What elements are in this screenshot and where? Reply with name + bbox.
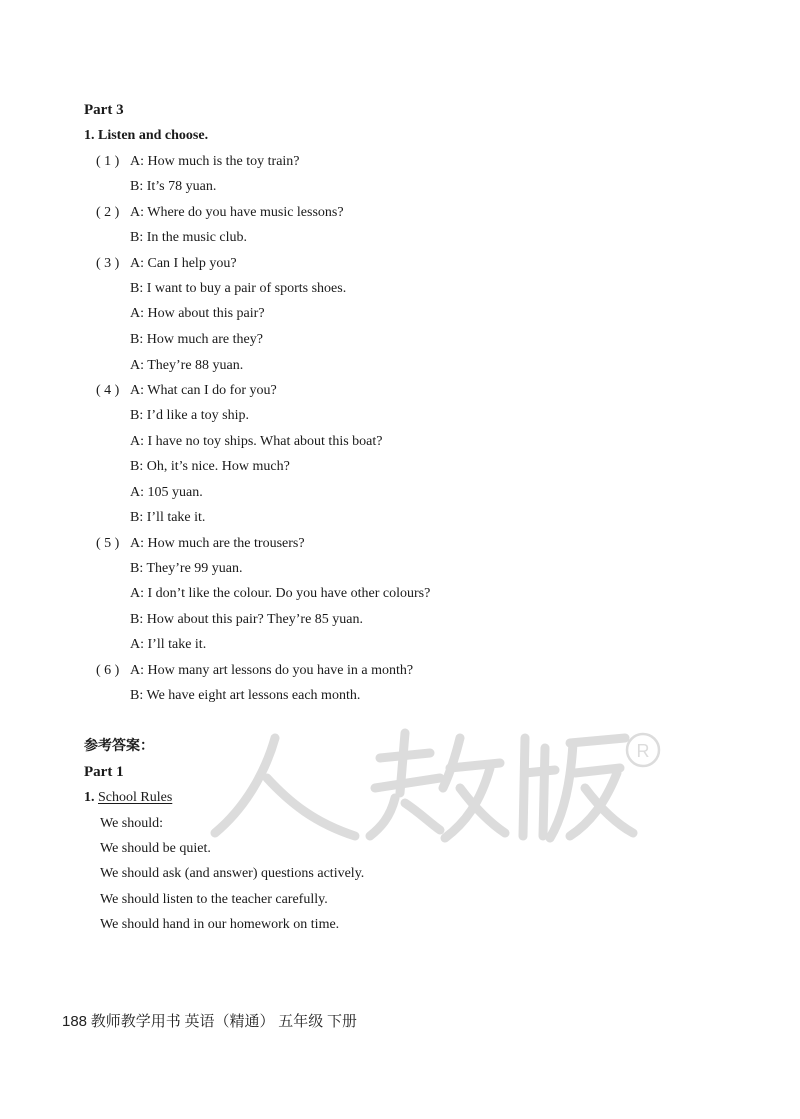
dialogue-line: B: How much are they? xyxy=(130,332,263,347)
answer-line: We should be quiet. xyxy=(100,841,211,856)
answer-line: We should hand in our homework on time. xyxy=(100,917,340,932)
page-footer xyxy=(62,1014,357,1030)
dialogue-line: A: They’re 88 yuan. xyxy=(130,358,244,373)
item-number: ( 5 ) xyxy=(96,536,120,551)
item-number: ( 4 ) xyxy=(96,383,120,398)
answers-task-title xyxy=(84,791,172,805)
item-number: ( 3 ) xyxy=(96,256,120,271)
dialogue-line: B: We have eight art lessons each month. xyxy=(130,688,361,703)
item-number: ( 2 ) xyxy=(96,205,120,220)
dialogue-line: A: What can I do for you? xyxy=(130,383,277,398)
dialogue-line: A: How about this pair? xyxy=(130,306,265,321)
dialogue-line: A: Where do you have music lessons? xyxy=(130,205,344,220)
answer-line: We should: xyxy=(100,816,164,831)
dialogue-line: B: Oh, it’s nice. How much? xyxy=(130,459,290,474)
answers-part-heading: Part 1 xyxy=(84,764,124,780)
dialogue-line: A: 105 yuan. xyxy=(130,485,203,500)
item-number: ( 1 ) xyxy=(96,154,120,169)
dialogue-line: A: I have no toy ships. What about this boat? xyxy=(130,434,383,449)
dialogue-line: A: How much are the trousers? xyxy=(130,536,305,551)
dialogue-line: A: How much is the toy train? xyxy=(130,154,300,169)
answers-task-number: 1. xyxy=(84,790,95,805)
dialogue-line: B: It’s 78 yuan. xyxy=(130,179,217,194)
dialogue-line: B: I’ll take it. xyxy=(130,510,206,525)
dialogue-line: B: I want to buy a pair of sports shoes. xyxy=(130,281,347,296)
answers-heading: 参考答案： xyxy=(84,739,154,754)
item-number: ( 6 ) xyxy=(96,663,120,678)
answer-line: We should ask (and answer) questions actively. xyxy=(100,866,365,881)
dialogue-line: A: I’ll take it. xyxy=(130,637,207,652)
part3-heading: Part 3 xyxy=(84,102,124,118)
publisher-watermark xyxy=(205,718,665,848)
book-title: 教师教学用书 英语（精通） 五年级 下册 xyxy=(90,1014,358,1030)
dialogue-line: B: In the music club. xyxy=(130,230,248,245)
dialogue-line: A: I don’t like the colour. Do you have other colours? xyxy=(130,586,431,601)
svg-text:R: R xyxy=(636,741,650,761)
dialogue-line: B: I’d like a toy ship. xyxy=(130,408,249,423)
dialogue-line: A: How many art lessons do you have in a month? xyxy=(130,663,414,678)
page-number: 188 xyxy=(62,1013,88,1030)
answer-line: We should listen to the teacher carefully. xyxy=(100,892,328,907)
part3-task-title: 1. Listen and choose. xyxy=(84,128,209,143)
dialogue-line: B: They’re 99 yuan. xyxy=(130,561,243,576)
dialogue-line: B: How about this pair? They’re 85 yuan. xyxy=(130,612,364,627)
answers-task-name: School Rules xyxy=(98,790,173,805)
dialogue-line: A: Can I help you? xyxy=(130,256,237,271)
